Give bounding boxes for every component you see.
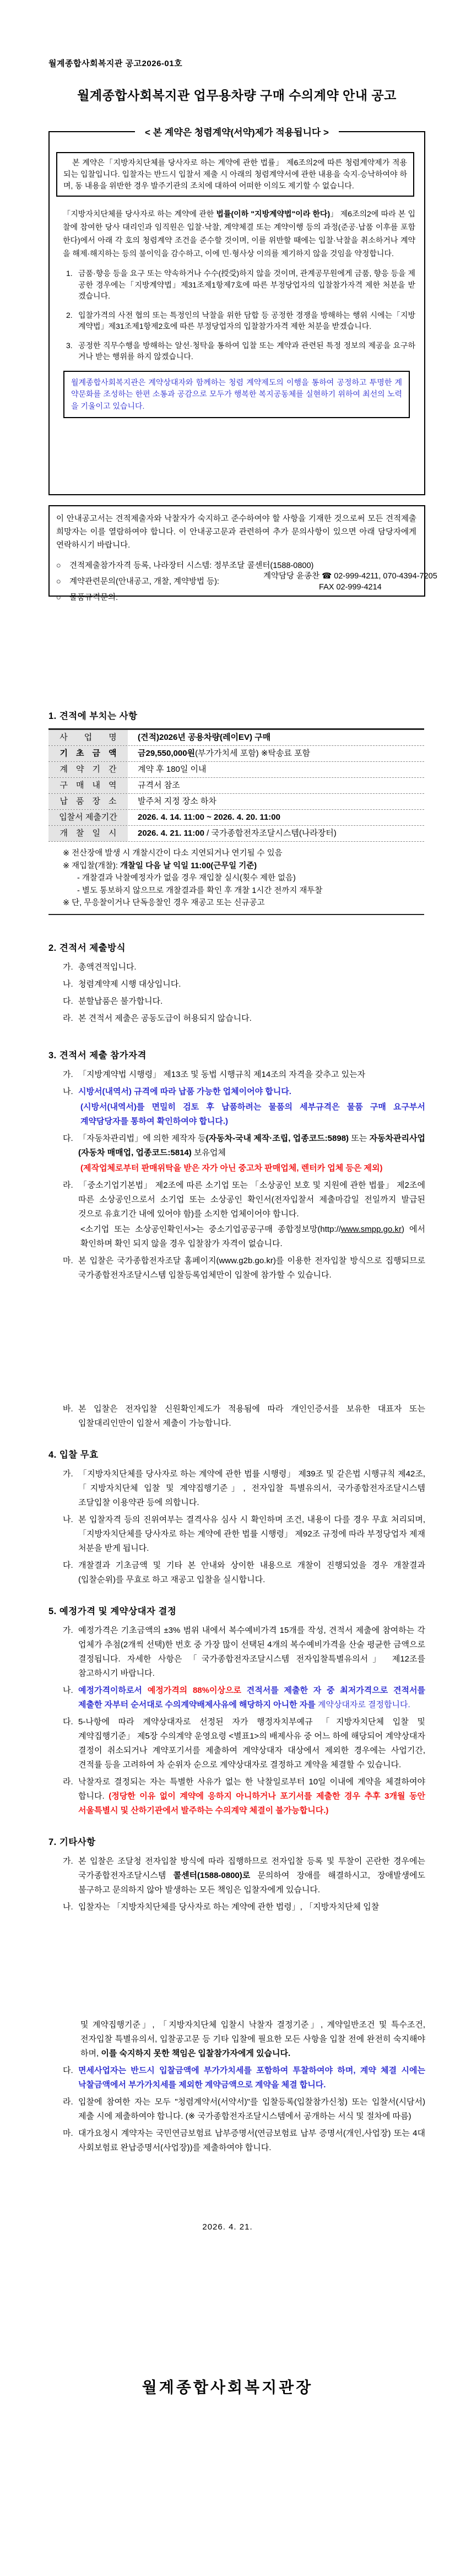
mission-text: 월계종합사회복지관은 계약상대자와 함께하는 청렴 계약제도의 이행을 통하여 공정하고 투명한 계약문화를 조성하는 한편 소통과 공감으로 모두가 행복한 복지공동체를 실현하기 위하여 최선의 노력을 기울이고 있습니다. bbox=[71, 377, 402, 410]
list-item bbox=[48, 1558, 425, 1587]
item-marker: 가. bbox=[63, 1069, 73, 1079]
item-marker: 라. bbox=[63, 1180, 73, 1190]
item-text: 입찰가격의 사전 협의 또는 특정인의 낙찰을 위한 담합 등 공정한 경쟁을 방해하는 행위 시에는「지방계약법」제31조제1항제2호에 따른 부정당업자의 입찰참가자격 제한 처분을 받겠습니다. bbox=[78, 310, 415, 331]
pledge-intro-box bbox=[56, 152, 414, 197]
table-value-cell: 규격서 참조 bbox=[138, 781, 180, 790]
item-text: 면세사업자는 반드시 입찰금액에 부가가치세를 포함하여 투찰하여야 하며, 계약 체결 시에는 낙찰금액에서 부가가치세를 제외한 계약금액으로 계약을 체결 합니다. bbox=[78, 2065, 425, 2090]
list-item bbox=[48, 2095, 425, 2124]
table-row bbox=[48, 826, 424, 842]
item-text: 시방서(내역서) 규격에 따라 납품 가능한 업체이어야 합니다. bbox=[78, 1086, 291, 1096]
circle-bullet-icon: ○ bbox=[56, 561, 61, 570]
contact-manager-info bbox=[263, 571, 437, 593]
pledge-item bbox=[66, 340, 415, 362]
item-marker: 나. bbox=[63, 979, 73, 989]
item-text: 금품·향응 등을 요구 또는 약속하거나 수수(授受)하지 않을 것이며, 관계공무원에게 금품, 향응 등을 제공한 경우에는「지방계약법」제31조제1항제7호에 따른 부정당업자의 입찰참가자격 제한 처분을 받겠습니다. bbox=[78, 269, 415, 300]
item-marker: 다. bbox=[63, 2065, 73, 2075]
item-text: 분할납품은 불가합니다. bbox=[78, 996, 163, 1006]
list-item bbox=[48, 1513, 425, 1556]
item-text: 본 입찰은 조달청 전자입찰 방식에 따라 집행하므로 전자입찰 등록 및 투찰이 곤란한 경우에는 국가종합전자조달시스템 콜센터(1588-0800)로 문의하여 장애를 해결하시고, 장애발생에도 불구하고 문의하지 않아 발생하는 모든 책임은 입찰자에게 있습니다. bbox=[78, 1856, 425, 1895]
table-label-cell: 개 찰 일 시 bbox=[48, 826, 128, 841]
table-notes bbox=[48, 847, 425, 910]
mission-statement-box bbox=[63, 371, 410, 419]
item-marker: 2. bbox=[66, 310, 73, 320]
list-item bbox=[48, 1011, 425, 1026]
table-value-cell: 2026. 4. 21. 11:00 / 국가종합전자조달시스템(나라장터) bbox=[138, 829, 337, 838]
pledge-intro-text: 본 계약은「지방자치단체를 당사자로 하는 계약에 관한 법률」 제6조의2에 따른 청렴계약제가 적용되는 입찰입니다. 입찰자는 반드시 입찰서 제출 시 아래의 청렴계약서에 관한 내용을 숙지·승낙하여야 하며, 동 내용을 위반한 경우 발주기관의 조치에 대하여 어떠한 이의도 제기할 수 없습니다. bbox=[63, 158, 407, 190]
contact-paragraph: 이 안내공고서는 견적제출자와 낙찰자가 숙지하고 준수하여야 할 사항을 기재한 것으로써 모든 견적제출희망자는 이를 열람하여야 합니다. 이 안내공고문과 관련하여 추가 문의사항이 있으면 아래 담당자에게 연락하시기 바랍니다. bbox=[56, 515, 416, 550]
circle-bullet-icon: ○ bbox=[56, 593, 61, 602]
item-text: 총액견적입니다. bbox=[78, 962, 137, 972]
item-text: 공정한 직무수행을 방해하는 알선·청탁을 통하여 입찰 또는 계약과 관련된 특정 정보의 제공을 요구하거나 받는 행위를 하지 않겠습니다. bbox=[78, 340, 415, 361]
section-3-items bbox=[48, 1068, 425, 1431]
item-text: 5-나항에 따라 계약상대자로 선정된 자가 행정자치부예규 「지방자치단체 입찰 및 계약집행기준」 제5장 수의계약 운영요령 <별표1>의 배제사유 중 어느 하에 해당되어 계약상대자 결정이 취소되거나 계약포기서를 제출하여 계약상대자 대상에서 제외한 경우에는 사업기간, 견적률 등을 고려하여 차 순위자 순으로 계약상대자로 결정하고 계약을 체결할 수 있습니다. bbox=[78, 1717, 425, 1769]
note-line: - 별도 통보하지 않으므로 개찰결과를 확인 후 개찰 1시간 전까지 재투찰 bbox=[77, 886, 323, 895]
list-item bbox=[48, 1254, 425, 1282]
integrity-pledge-box bbox=[48, 127, 425, 495]
note-line: ※ 재입찰(개찰): 개찰일 다음 날 익일 11:00(근무일 기준) bbox=[63, 861, 257, 870]
list-item bbox=[48, 994, 425, 1009]
table-value-cell: (견적)2026년 공용차량(레이EV) 구매 bbox=[138, 733, 271, 742]
notice-number: 월계종합사회복지관 공고2026-01호 bbox=[48, 59, 183, 68]
table-label-cell: 구 매 내 역 bbox=[48, 778, 128, 793]
list-item bbox=[48, 1854, 425, 1897]
item-marker: 나. bbox=[63, 1514, 73, 1524]
item-text: 본 입찰자격 등의 진위여부는 결격사유 심사 시 확인하며 조건, 내용이 다를 경우 무효 처리되며, 「지방자치단체를 당사자로 하는 계약에 관한 법률 시행령」 제92조 규정에 따라 부정당업자 제재 처분을 받게 됩니다. bbox=[78, 1514, 425, 1553]
section-heading-2: 2. 견적서 제출방식 bbox=[48, 943, 126, 953]
section-heading-1: 1. 견적에 부치는 사항 bbox=[48, 711, 138, 721]
list-item bbox=[48, 2064, 425, 2092]
table-row bbox=[48, 730, 424, 746]
item-text: 「지방계약법 시행령」 제13조 및 동법 시행규칙 제14조의 자격을 갖추고 있는자 bbox=[78, 1069, 366, 1079]
list-item-continuation: (제작업체로부터 판매위탁을 받은 자가 아닌 중고차 판매업체, 렌터카 업체 등은 제외) bbox=[80, 1163, 383, 1173]
page-title: 월계종합사회복지관 업무용차량 구매 수의계약 안내 공고 bbox=[77, 88, 397, 102]
item-text: 입찰자는 「지방자치단체를 당사자로 하는 계약에 관한 법령」, 「지방자치단체 입찰 bbox=[78, 1902, 380, 1912]
table-label-cell: 사 업 명 bbox=[48, 730, 128, 745]
table-row bbox=[48, 746, 424, 762]
list-item-continuation: 및 계약집행기준」, 「지방자치단체 입찰시 낙찰자 결정기준」, 계약일반조건 및 특수조건, 전자입찰 특별유의서, 입찰공고문 등 기타 입찰에 필요한 모든 사항을 입찰 전에 완전히 숙지해야 하며, 이를 숙지하지 못한 책임은 입찰참가자에게 있습니다. bbox=[80, 2020, 425, 2058]
item-text: 본 견적서 제출은 공동도급이 허용되지 않습니다. bbox=[78, 1013, 252, 1023]
page-break-gap bbox=[48, 1914, 425, 2017]
item-marker: 가. bbox=[63, 962, 73, 972]
quotation-table bbox=[48, 728, 424, 842]
list-item bbox=[48, 1068, 425, 1082]
list-item-continuation: (시방서(내역서)를 면밀히 검토 후 납품하려는 물품의 세부규격은 물품 구매 요구부서 계약담당자를 통하여 확인하여야 합니다.) bbox=[80, 1102, 425, 1126]
contact-phone-line: 계약담당 윤종찬 ☎ 02-999-4211, 070-4394-7205 bbox=[263, 572, 437, 581]
section-heading-5: 5. 예정가격 및 계약상대자 결정 bbox=[48, 1606, 177, 1616]
section-heading-3: 3. 견적서 제출 참가자격 bbox=[48, 1050, 147, 1060]
bullet-text: 견적제출참가자격 등록, 나라장터 시스템: 정부조달 콜센터(1588-0800) bbox=[69, 561, 314, 570]
list-item bbox=[48, 1715, 425, 1772]
item-text: 낙찰자로 결정되는 자는 특별한 사유가 없는 한 낙찰일로부터 10일 이내에 계약을 체결하여야 합니다. (정당한 이유 없이 계약에 응하지 아니하거나 포기서를 제출한 경우 추후 3개월 동안 서울특별시 및 산하기관에서 발주하는 수의계약 체결이 불가능합니다.) bbox=[78, 1777, 425, 1815]
list-item-continuation: <소기업 또는 소상공인확인서>는 중소기업공공구매 종합정보망(http://www.smpp.go.kr) 에서 확인하며 확인 되지 않을 경우 입찰참가 자격이 없습니다. bbox=[80, 1224, 425, 1248]
table-row bbox=[48, 794, 424, 810]
pledge-preamble: 「지방자치단체를 당사자로 하는 계약에 관한 법률(이하 "지방계약법"이라 한다)」 제6조의2에 따라 본 입찰에 참여한 당사 대리인과 임직원은 입찰·낙찰, 계약체결 또는 계약이행 등의 과정(준공·납품 이후를 포함한다)에서 아래 각 호의 청렴계약 조건을 준수할 것이며, 이를 위반할 때에는 입찰·낙찰을 취소하거나 계약을 해제·해지하는 등의 불이익을 감수하고, 이에 민·형사상 이의를 제기하지 않을 것임을 약정합니다. bbox=[63, 209, 415, 258]
section-5-items bbox=[48, 1623, 425, 1818]
list-item bbox=[48, 1775, 425, 1818]
table-row bbox=[48, 762, 424, 778]
pledge-banner: < 본 계약은 청렴계약(서약)제가 적용됩니다 > bbox=[135, 125, 339, 138]
note-line: ※ 단, 무응찰이거나 단독응찰인 경우 재공고 또는 신규공고 bbox=[63, 899, 265, 907]
section-heading-4: 4. 입찰 무효 bbox=[48, 1449, 99, 1460]
list-item bbox=[48, 1402, 425, 1431]
table-value-cell: 금29,550,000원(부가가치세 포함) ※탁송료 포함 bbox=[138, 749, 311, 758]
item-text: 예정가격이하로서 예정가격의 88%이상으로 견적서를 제출한 자 중 최저가격으로 견적서를 제출한 자부터 순서대로 수의계약배제사유에 해당하지 아니한 자를 계약상대자로 결정합니다. bbox=[78, 1685, 425, 1709]
contact-info-box bbox=[48, 505, 437, 602]
item-marker: 라. bbox=[63, 1013, 73, 1023]
item-marker: 가. bbox=[63, 1469, 73, 1479]
section-7-items bbox=[48, 1854, 425, 2155]
item-marker: 다. bbox=[63, 1717, 73, 1727]
signer-name: 월계종합사회복지관장 bbox=[142, 2379, 313, 2396]
item-marker: 가. bbox=[63, 1856, 73, 1866]
list-item bbox=[48, 1623, 425, 1681]
list-item bbox=[48, 977, 425, 992]
table-value-cell: 발주처 지정 장소 하차 bbox=[138, 797, 216, 806]
item-marker: 3. bbox=[66, 340, 73, 350]
pledge-item bbox=[66, 310, 415, 332]
divider bbox=[48, 914, 424, 915]
announcement-date: 2026. 4. 21. bbox=[202, 2222, 253, 2232]
item-text: 개찰결과 기초금액 및 기타 본 안내와 상이한 내용으로 개찰이 진행되었을 경우 개찰결과(입찰순위)를 무효로 하고 재공고 입찰을 실시합니다. bbox=[78, 1560, 425, 1584]
note-line: ※ 전산장애 발생 시 개찰시간이 다소 지연되거나 연기될 수 있음 bbox=[63, 849, 283, 858]
section-heading-7: 7. 기타사항 bbox=[48, 1837, 96, 1847]
table-label-cell: 납 품 장 소 bbox=[48, 794, 128, 809]
item-marker: 라. bbox=[63, 2097, 73, 2107]
bullet-text: 계약관련문의(안내공고, 개찰, 계약방법 등): bbox=[69, 577, 219, 586]
section-2-items bbox=[48, 960, 425, 1026]
pledge-item-list bbox=[66, 268, 415, 362]
item-text: 「자동차관리법」에 의한 제작자 등(자동차-국내 제작·조립, 업종코드:5898) 또는 자동차관리사업(자동차 매매업, 업종코드:5814) 보유업체 bbox=[78, 1133, 426, 1157]
note-line: - 개찰결과 낙찰예정자가 없을 경우 재입찰 실시(횟수 제한 없음) bbox=[77, 874, 296, 883]
contact-fax-line: FAX 02-999-4214 bbox=[319, 583, 382, 592]
item-text: 본 입찰은 전자입찰 신원확인제도가 적용됨에 따라 개인인증서를 보유한 대표자 또는 입찰대리인만이 입찰서 제출이 가능합니다. bbox=[78, 1404, 425, 1428]
bullet-text: 물품규격문의: bbox=[69, 593, 118, 602]
item-marker: 마. bbox=[63, 2128, 73, 2138]
item-marker: 다. bbox=[63, 1133, 73, 1143]
item-text: 대가요청시 계약자는 국민연금보험료 납부증명서(연금보험료 납부 증명서(개인,사업장) 또는 4대 사회보험료 완납증명서(사업장))를 제출하여야 합니다. bbox=[78, 2128, 426, 2152]
table-value-cell: 계약 후 180일 이내 bbox=[138, 765, 207, 774]
table-label-cell: 입찰서 제출기간 bbox=[48, 810, 128, 825]
list-item bbox=[48, 1467, 425, 1510]
list-item bbox=[48, 1085, 425, 1099]
item-text: 「중소기업기본법」 제2조에 따른 소기업 또는 「소상공인 보호 및 지원에 관한 법률」 제2조에 따른 소상공인으로서 소기업 또는 소상공인 확인서(전자입찰서 제출마감일 전일까지 발급된 것으로 유효기간 내에 있어야 함)를 소지한 업체이어야 합니다. bbox=[78, 1180, 425, 1219]
item-marker: 1. bbox=[66, 269, 73, 278]
item-marker: 나. bbox=[63, 1086, 73, 1096]
item-text: 「지방자치단체를 당사자로 하는 계약에 관한 법률 시행령」 제39조 및 같은법 시행규칙 제42조, 「지방자치단체 입찰 및 계약집행기준」, 전자입찰 특별유의서, 국가종합전자조달시스템 조달입찰 이용약관 등에 의합니다. bbox=[78, 1469, 425, 1507]
item-marker: 다. bbox=[63, 996, 73, 1006]
table-value-cell: 2026. 4. 14. 11:00 ~ 2026. 4. 20. 11:00 bbox=[138, 813, 280, 822]
item-marker: 마. bbox=[63, 1255, 73, 1265]
item-marker: 가. bbox=[63, 1625, 73, 1635]
table-row bbox=[48, 778, 424, 794]
item-marker: 나. bbox=[63, 1902, 73, 1912]
item-marker: 바. bbox=[63, 1404, 73, 1414]
list-item bbox=[48, 1132, 425, 1160]
list-item bbox=[48, 960, 425, 975]
list-item bbox=[48, 1178, 425, 1221]
item-text: 본 입찰은 국가종합전자조달 홈페이지(www.g2b.go.kr)를 이용한 전자입찰 방식으로 집행되므로 국가종합전자조달시스템 입찰등록업체만이 입찰에 참가할 수 있습니다. bbox=[78, 1255, 425, 1280]
list-item bbox=[48, 1900, 425, 1914]
circle-bullet-icon: ○ bbox=[56, 577, 61, 586]
list-item bbox=[48, 1684, 425, 1712]
item-marker: 다. bbox=[63, 1560, 73, 1570]
table-label-cell: 기 초 금 액 bbox=[48, 746, 128, 761]
item-marker: 라. bbox=[63, 1777, 73, 1787]
item-text: 예정가격은 기초금액의 ±3% 범위 내에서 복수예비가격 15개를 작성, 견적서 제출에 참여하는 각 업체가 추첨(2개씩 선택)한 번호 중 가장 많이 선택된 4개의 복수예비가격을 산술 평균한 금액으로 결정됩니다. 자세한 사항은 「국가종합전자조달시스템 전자입찰특별유의서」 제12조를 참고하시기 바랍니다. bbox=[78, 1625, 425, 1678]
list-item bbox=[48, 2126, 425, 2155]
item-text: 입찰에 참여한 자는 모두 "청렴계약서(서약서)"를 입찰등록(입찰참가신청) 또는 입찰서(시담서) 제출 시에 제출하여야 합니다. (※ 국가종합전자조달시스템에서 공개하는 서식 및 절차에 따름) bbox=[78, 2097, 425, 2121]
item-marker: 나. bbox=[63, 1685, 73, 1695]
section-4-items bbox=[48, 1467, 425, 1587]
page-break-gap bbox=[48, 1282, 425, 1399]
table-label-cell: 계 약 기 간 bbox=[48, 762, 128, 777]
pledge-item bbox=[66, 268, 415, 302]
table-row bbox=[48, 810, 424, 826]
item-text: 청렴계약제 시행 대상입니다. bbox=[78, 979, 181, 989]
